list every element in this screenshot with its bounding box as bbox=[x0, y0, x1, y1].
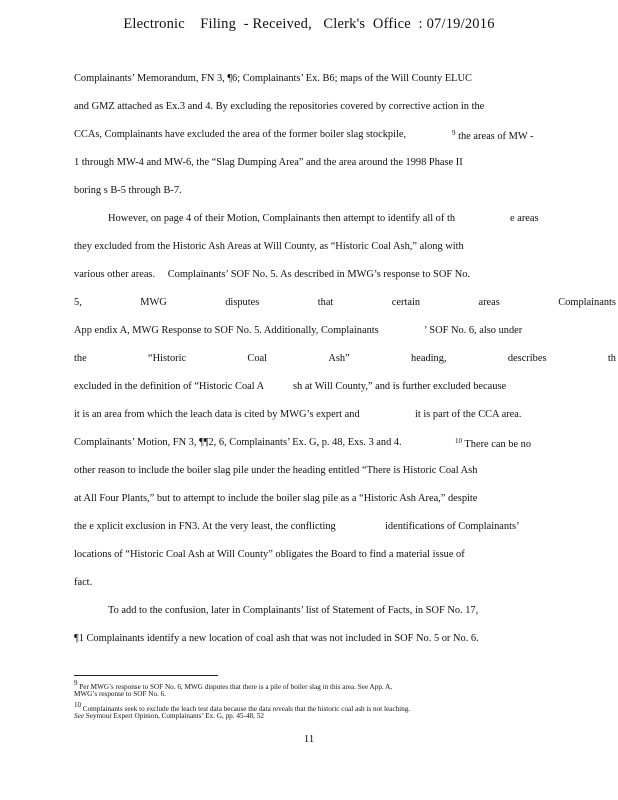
sof-6-fragment: ’ SOF No. 6, also under bbox=[424, 325, 523, 336]
efiling-header: Electronic Filing - Received, Clerk's Office : 07/19/2016 bbox=[123, 16, 495, 32]
footnote-10-cont bbox=[74, 712, 264, 721]
body-line-10: App endix A, MWG Response to SOF No. 5. Additionally, Complainants bbox=[74, 325, 379, 336]
word: Coal bbox=[247, 353, 268, 364]
word: “Historic bbox=[148, 353, 187, 364]
body-line-9 bbox=[74, 297, 616, 309]
body-line-4: 1 through MW-4 and MW-6, the “Slag Dumping Area” and the area around the 1998 Phase II bbox=[74, 157, 463, 168]
footnote-ref-9-mark: 9 bbox=[452, 129, 456, 137]
body-line-17a: the e xplicit exclusion in FN3. At the very least, the conflicting bbox=[74, 521, 336, 532]
there-can-be-no-fragment: There can be no bbox=[462, 439, 532, 450]
body-line-16: at All Four Plants,” but to attempt to include the boiler slag pile as a “Historic Ash Area,” despite bbox=[74, 493, 478, 504]
word: describes bbox=[507, 353, 547, 364]
word: certain bbox=[391, 297, 421, 308]
body-line-11 bbox=[74, 353, 616, 365]
sof-5-fragment: SOF No. 5. As described in MWG’s response to SOF No. bbox=[230, 269, 470, 280]
word: disputes bbox=[225, 297, 260, 308]
footnote-9-text: Per MWG’s response to SOF No. 6, MWG disputes that there is a pile of boiler slag in this area. See App. A, bbox=[79, 683, 393, 691]
word: Ash” bbox=[328, 353, 350, 364]
word: heading, bbox=[411, 353, 447, 364]
footnote-separator bbox=[74, 675, 218, 676]
body-line-12b: sh at Will County,” and is further excluded because bbox=[293, 381, 507, 392]
word: Complainants bbox=[558, 297, 616, 308]
footnote-ref-10-mark: 10 bbox=[455, 437, 462, 445]
footnote-10-cite: Seymour Expert Opinion, Complainants’ Ex. G, pp. 45-48, 52 bbox=[85, 712, 264, 720]
word: the bbox=[74, 353, 87, 364]
footnote-see: See bbox=[74, 712, 84, 720]
word: th bbox=[607, 353, 616, 364]
footnote-9-cont: MWG’s response to SOF No. 6. bbox=[74, 690, 167, 698]
body-line-14: Complainants’ Motion, FN 3, ¶¶2, 6, Complainants’ Ex. G, p. 48, Exs. 3 and 4. bbox=[74, 437, 402, 448]
word: 5, bbox=[74, 297, 82, 308]
body-line-19: fact. bbox=[74, 577, 93, 588]
e-areas-fragment: e areas bbox=[510, 213, 539, 224]
footnote-ref-10 bbox=[455, 435, 531, 451]
footnote-10-mark: 10 bbox=[74, 701, 81, 709]
body-line-6: However, on page 4 of their Motion, Complainants then attempt to identify all of th bbox=[108, 213, 456, 224]
body-line-13a: it is an area from which the leach data is cited by MWG’s expert and bbox=[74, 409, 360, 420]
word: that bbox=[317, 297, 334, 308]
footnote-10-text: Complainants seek to exclude the leach test data because the data reveals that the historic coal ash is not leaching. bbox=[82, 705, 411, 713]
word: areas bbox=[478, 297, 500, 308]
body-line-18: locations of “Historic Coal Ash at Will County” obligates the Board to find a material issue of bbox=[74, 549, 465, 560]
body-line-8 bbox=[74, 269, 470, 281]
body-line-5: boring s B-5 through B-7. bbox=[74, 185, 182, 196]
body-line-1: Complainants’ Memorandum, FN 3, ¶6; Complainants’ Ex. B6; maps of the Will County ELUC bbox=[74, 73, 472, 84]
footnote-9-mark: 9 bbox=[74, 679, 78, 687]
body-line-17b: identifications of Complainants’ bbox=[385, 521, 520, 532]
body-line-15: other reason to include the boiler slag pile under the heading entitled “There is Historic Coal Ash bbox=[74, 465, 478, 476]
page-number: 11 bbox=[303, 733, 315, 745]
body-line-20: To add to the confusion, later in Complainants’ list of Statement of Facts, in SOF No. 17, bbox=[108, 605, 479, 616]
body-line-2: and GMZ attached as Ex.3 and 4. By excluding the repositories covered by corrective action in the bbox=[74, 101, 485, 112]
areas-of-mw-fragment: the areas of MW - bbox=[455, 131, 534, 142]
footnote-ref-9 bbox=[452, 127, 534, 143]
various-areas-fragment: various other areas. bbox=[74, 269, 156, 280]
body-line-7: they excluded from the Historic Ash Areas at Will County, as “Historic Coal Ash,” along with bbox=[74, 241, 464, 252]
complainants-fragment: Complainants’ bbox=[167, 269, 229, 280]
body-line-13b: it is part of the CCA area. bbox=[415, 409, 522, 420]
body-line-12a: excluded in the definition of “Historic Coal A bbox=[74, 381, 265, 392]
word: MWG bbox=[140, 297, 167, 308]
body-line-3: CCAs, Complainants have excluded the area of the former boiler slag stockpile, bbox=[74, 129, 407, 140]
body-line-21: ¶1 Complainants identify a new location of coal ash that was not included in SOF No. 5 or No. 6. bbox=[74, 633, 479, 644]
